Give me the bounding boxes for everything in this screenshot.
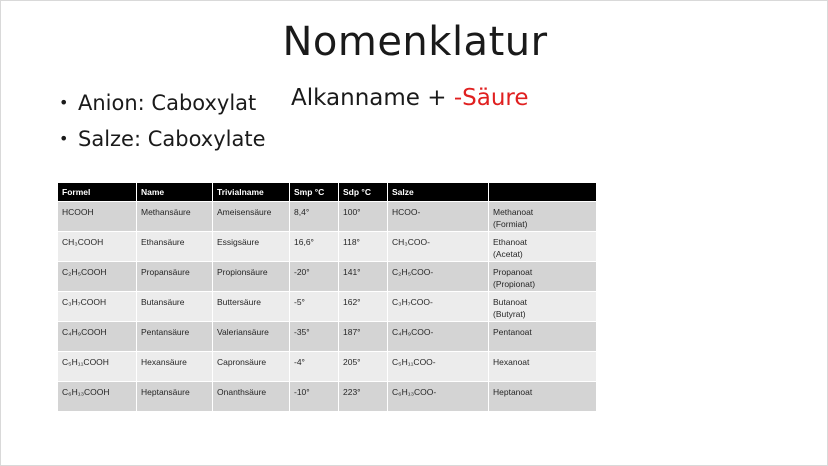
cell-name: Propansäure (137, 262, 213, 292)
cell-trivial: Buttersäure (213, 292, 290, 322)
salt-trivial-name: (Acetat) (493, 249, 523, 259)
salt-systematic-name: Pentanoat (493, 327, 532, 337)
bullet-item (59, 87, 266, 123)
salt-systematic-name: Hexanoat (493, 357, 530, 367)
cell-salt-name (489, 292, 597, 322)
table-row (58, 292, 596, 322)
col-header-formel: Formel (58, 183, 137, 202)
salt-systematic-name: Propanoat (493, 267, 533, 277)
cell-smp: 16,6° (290, 232, 339, 262)
salt-trivial-name: (Formiat) (493, 219, 528, 229)
cell-trivial: Capronsäure (213, 352, 290, 382)
cell-salze: C₆H₁₃COO- (388, 382, 489, 412)
salt-trivial-name: (Propionat) (493, 279, 536, 289)
cell-smp: -4° (290, 352, 339, 382)
carboxylic-acid-table (58, 183, 596, 411)
table-row (58, 352, 596, 382)
cell-name: Butansäure (137, 292, 213, 322)
cell-trivial: Propionsäure (213, 262, 290, 292)
col-header-name: Name (137, 183, 213, 202)
cell-trivial: Valeriansäure (213, 322, 290, 352)
cell-smp: 8,4° (290, 202, 339, 232)
cell-formel: C₂H₅COOH (58, 262, 137, 292)
formula-suffix: -Säure (453, 85, 529, 111)
cell-salt-name (489, 352, 597, 382)
cell-sdp: 223° (339, 382, 388, 412)
cell-smp: -10° (290, 382, 339, 412)
cell-name: Methansäure (137, 202, 213, 232)
salt-systematic-name: Ethanoat (493, 237, 528, 247)
cell-salt-name (489, 382, 597, 412)
cell-sdp: 205° (339, 352, 388, 382)
bullet-dot-icon: • (59, 129, 69, 148)
cell-salze: C₅H₁₁COO- (388, 352, 489, 382)
cell-formel: CH₃COOH (58, 232, 137, 262)
table-row (58, 232, 596, 262)
cell-salt-name (489, 202, 597, 232)
cell-smp: -35° (290, 322, 339, 352)
col-header-salt-name (489, 183, 597, 202)
table-row (58, 382, 596, 412)
cell-name: Pentansäure (137, 322, 213, 352)
col-header-trivialname: Trivialname (213, 183, 290, 202)
cell-sdp: 100° (339, 202, 388, 232)
table-header-row (58, 183, 596, 202)
cell-trivial: Onanthsäure (213, 382, 290, 412)
cell-sdp: 162° (339, 292, 388, 322)
cell-trivial: Essigsäure (213, 232, 290, 262)
cell-formel: C₆H₁₃COOH (58, 382, 137, 412)
cell-name: Hexansäure (137, 352, 213, 382)
bullet-dot-icon: • (59, 93, 69, 112)
cell-sdp: 118° (339, 232, 388, 262)
cell-salze: C₃H₇COO- (388, 292, 489, 322)
table-row (58, 262, 596, 292)
col-header-smp: Smp °C (290, 183, 339, 202)
cell-salze: HCOO- (388, 202, 489, 232)
cell-formel: C₄H₉COOH (58, 322, 137, 352)
cell-name: Ethansäure (137, 232, 213, 262)
table-row (58, 202, 596, 232)
col-header-sdp: Sdp °C (339, 183, 388, 202)
salt-systematic-name: Methanoat (493, 207, 534, 217)
cell-salt-name (489, 262, 597, 292)
naming-formula (291, 85, 529, 111)
cell-trivial: Ameisensäure (213, 202, 290, 232)
cell-formel: C₅H₁₁COOH (58, 352, 137, 382)
salt-systematic-name: Butanoat (493, 297, 528, 307)
salt-systematic-name: Heptanoat (493, 387, 533, 397)
cell-sdp: 187° (339, 322, 388, 352)
bullet-text: Anion: Caboxylat (78, 91, 257, 115)
col-header-salze: Salze (388, 183, 489, 202)
cell-salt-name (489, 322, 597, 352)
bullet-item (59, 123, 266, 159)
slide-title: Nomenklatur (282, 19, 548, 65)
cell-salt-name (489, 232, 597, 262)
table-row (58, 322, 596, 352)
formula-prefix: Alkanname + (291, 85, 454, 111)
cell-smp: -20° (290, 262, 339, 292)
cell-name: Heptansäure (137, 382, 213, 412)
bullet-list (59, 87, 266, 159)
cell-salze: C₂H₅COO- (388, 262, 489, 292)
cell-sdp: 141° (339, 262, 388, 292)
salt-trivial-name: (Butyrat) (493, 309, 526, 319)
cell-formel: C₃H₇COOH (58, 292, 137, 322)
cell-smp: -5° (290, 292, 339, 322)
cell-formel: HCOOH (58, 202, 137, 232)
bullet-text: Salze: Caboxylate (78, 127, 266, 151)
cell-salze: CH₃COO- (388, 232, 489, 262)
cell-salze: C₄H₉COO- (388, 322, 489, 352)
